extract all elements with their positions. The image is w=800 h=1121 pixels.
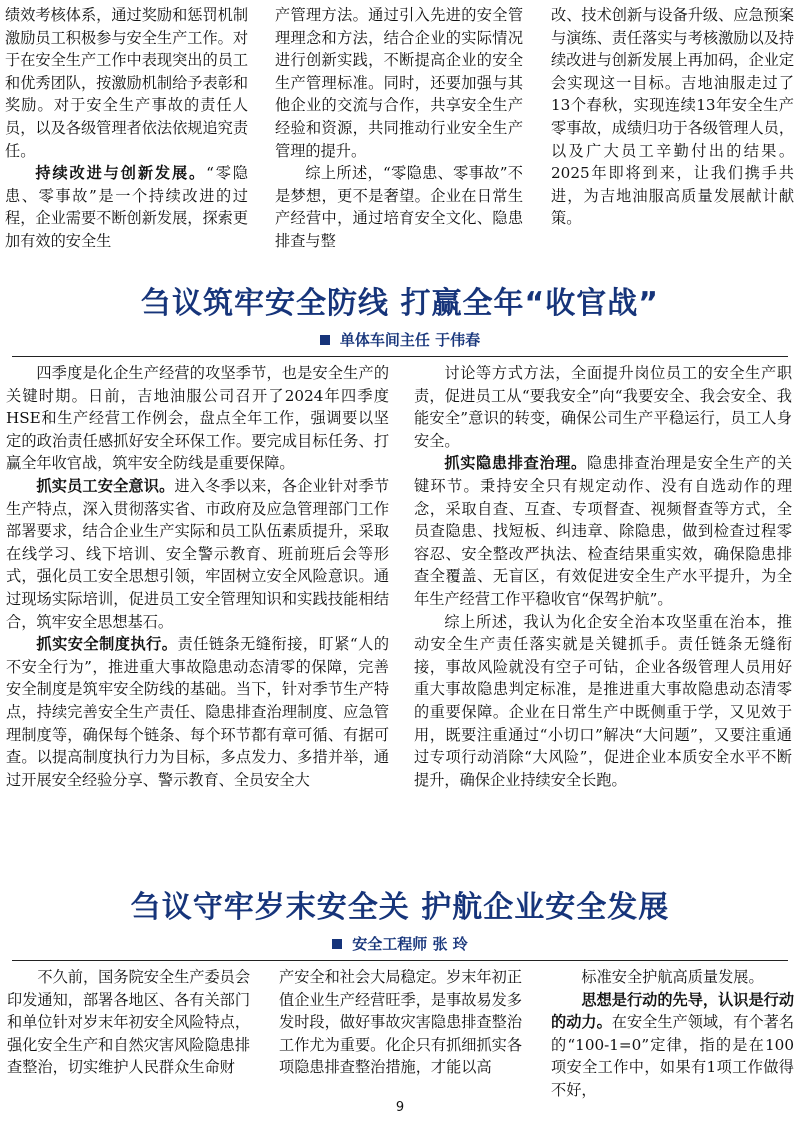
paragraph-text: 产安全和社会大局稳定。岁末年初正值企业生产经营旺季，是事故易发多发时段，做好事故灾害隐患排查整治工作尤为重要。化企只有抓细抓实各项隐患排查整治措施，才能以高: [279, 968, 522, 1077]
paragraph: [551, 989, 794, 1102]
square-bullet-icon: [320, 335, 330, 345]
article-1-col-2: [414, 362, 792, 791]
paragraph-text: “零隐患、零事故”是一个持续改进的过程，企业需要不断创新发展，探索更加有效的安全生: [5, 164, 248, 250]
article-1-byline-rule: [12, 356, 788, 357]
paragraph-text: 隐患排查治理是安全生产的关键环节。秉持安全只有规定动作、没有自选动作的理念，采取自查、互查、专项督查、视频督查等方式，全员查隐患、找短板、纠违章、除隐患，做到检查过程零容忍、安全整改严执法、检查结果重实效，确保隐患排查全覆盖、无盲区，有效促进安全生产水平提升，为全年生产经营工作平稳收官“保驾护航”。: [414, 454, 792, 608]
paragraph-text: 标准安全护航高质量发展。: [581, 968, 764, 986]
paragraph: [414, 362, 792, 452]
top-col-3: [551, 4, 794, 230]
article-2-byline: [0, 933, 800, 954]
paragraph: [275, 162, 523, 252]
article-2-byline-rule: [12, 960, 788, 961]
article-1-headline: 刍议筑牢安全防线 打赢全年“收官战”: [141, 286, 659, 321]
paragraph: [275, 4, 523, 162]
paragraph: [414, 611, 792, 792]
paragraph: [551, 4, 794, 230]
paragraph-text: 综上所述，我认为化企安全治本攻坚重在治本，推动安全生产责任落实就是关键抓手。责任链条无缝衔接，事故风险就没有空子可钻，企业各级管理人员用好重大事故隐患判定标准，是推进重大事故隐患动态清零的重要保障。企业在日常生产中既侧重于学，又见效于用，既要注重通过“小切口”解决“大问题”，又要注重通过专项行动消除“大风险”，促进企业本质安全水平不断提升，确保企业持续安全长跑。: [414, 612, 792, 789]
paragraph-lead: 思想是行动的先导，认识是行动的动力。: [551, 990, 794, 1032]
paragraph-lead: 抓实员工安全意识。: [36, 476, 175, 495]
paragraph: [5, 162, 248, 252]
paragraph-text: 责任链条无缝衔接，盯紧“人的不安全行为”，推进重大事故隐患动态清零的保障，完善安全制度是筑牢安全防线的基础。当下，针对季节生产特点，持续完善安全生产责任、隐患排查治理制度、应急管理制度等，确保每个链条、每个环节都有章可循、有据可查。以提高制度执行力为目标，多点发力、多措并举，通过开展安全经验分享、警示教育、全员安全大: [6, 635, 389, 789]
paragraph: [414, 452, 792, 610]
paragraph: [5, 4, 248, 162]
top-col-2: [275, 4, 523, 253]
paragraph-text: 改、技术创新与设备升级、应急预案与演练、责任落实与考核激励以及持续改进与创新发展上再加码，企业定会实现这一目标。吉地油服走过了13个春秋，实现连续13年安全生产零事故，成绩归功于各级管理人员，以及广大员工辛勤付出的结果。2025年即将到来，让我们携手共进，为吉地油服高质量发展献计献策。: [551, 6, 794, 228]
article-2-byline-text: 安全工程师 张 玲: [352, 935, 468, 953]
top-col-1: [5, 4, 248, 253]
paragraph-text: 综上所述，“零隐患、零事故”不是梦想，更不是奢望。企业在日常生产经营中，通过培育安全文化、隐患排查与整: [275, 164, 523, 250]
square-bullet-icon: [332, 939, 342, 949]
paragraph: [6, 362, 389, 475]
article-1-col-1: [6, 362, 389, 791]
paragraph: [7, 966, 250, 1079]
paragraph-text: 产管理方法。通过引入先进的安全管理理念和方法，结合企业的实际情况进行创新实践，不断提高企业的安全生产管理标准。同时，还要加强与其他企业的交流与合作，共享安全生产经验和资源，共同推动行业安全生产管理的提升。: [275, 6, 523, 160]
paragraph: [279, 966, 522, 1079]
paragraph-lead: 抓实安全制度执行。: [36, 635, 178, 654]
paragraph-text: 在安全生产领域，有个著名的“100-1=0”定律，指的是在100项安全工作中，如果有1项工作做得不好，: [551, 1013, 794, 1099]
article-2-col-3: [551, 966, 794, 1102]
article-2-col-2: [279, 966, 522, 1079]
paragraph-text: 讨论等方式方法，全面提升岗位员工的安全生产职责，促进员工从“要我安全”向“我要安全、我会安全、我能安全”意识的转变，确保公司生产平稳运行，员工人身安全。: [414, 364, 792, 450]
paragraph-lead: 持续改进与创新发展。: [35, 164, 207, 183]
paragraph: [6, 475, 389, 633]
paragraph-lead: 抓实隐患排查治理。: [444, 454, 587, 473]
article-2-col-1: [7, 966, 250, 1079]
paragraph-text: 进入冬季以来，各企业针对季节生产特点，深入贯彻落实省、市政府及应急管理部门工作部署要求，结合企业生产实际和员工队伍素质提升，采取在线学习、线下培训、安全警示教育、班前班后会等形式，强化员工安全思想引领，牢固树立安全风险意识。通过现场实际培训，促进员工安全管理知识和实践技能相结合，筑牢安全思想基石。: [6, 476, 389, 631]
article-1-byline-text: 单体车间主任 于伟春: [339, 331, 481, 349]
article-1-byline: [0, 329, 800, 350]
paragraph: [551, 966, 794, 989]
paragraph: [6, 633, 389, 791]
paragraph-text: 不久前，国务院安全生产委员会印发通知，部署各地区、各有关部门和单位针对岁末年初安全风险特点，强化安全生产和自然灾害风险隐患排查整治，切实维护人民群众生命财: [7, 968, 250, 1077]
article-2-headline: 刍议守牢岁末安全关 护航企业安全发展: [130, 890, 670, 925]
page-number: 9: [395, 1100, 405, 1115]
paragraph-text: 绩效考核体系，通过奖励和惩罚机制激励员工积极参与安全生产工作。对于在安全生产工作中表现突出的员工和优秀团队，按激励机制给予表彰和奖励。对于安全生产事故的责任人员，以及各级管理者依法依规追究责任。: [5, 6, 248, 160]
paragraph-text: 四季度是化企生产经营的攻坚季节，也是安全生产的关键时期。日前，吉地油服公司召开了2024年四季度HSE和生产经营工作例会，盘点全年工作，强调要以坚定的政治责任感抓好安全环保工作。要完成目标任务、打赢全年收官战，筑牢安全防线是重要保障。: [6, 364, 389, 473]
